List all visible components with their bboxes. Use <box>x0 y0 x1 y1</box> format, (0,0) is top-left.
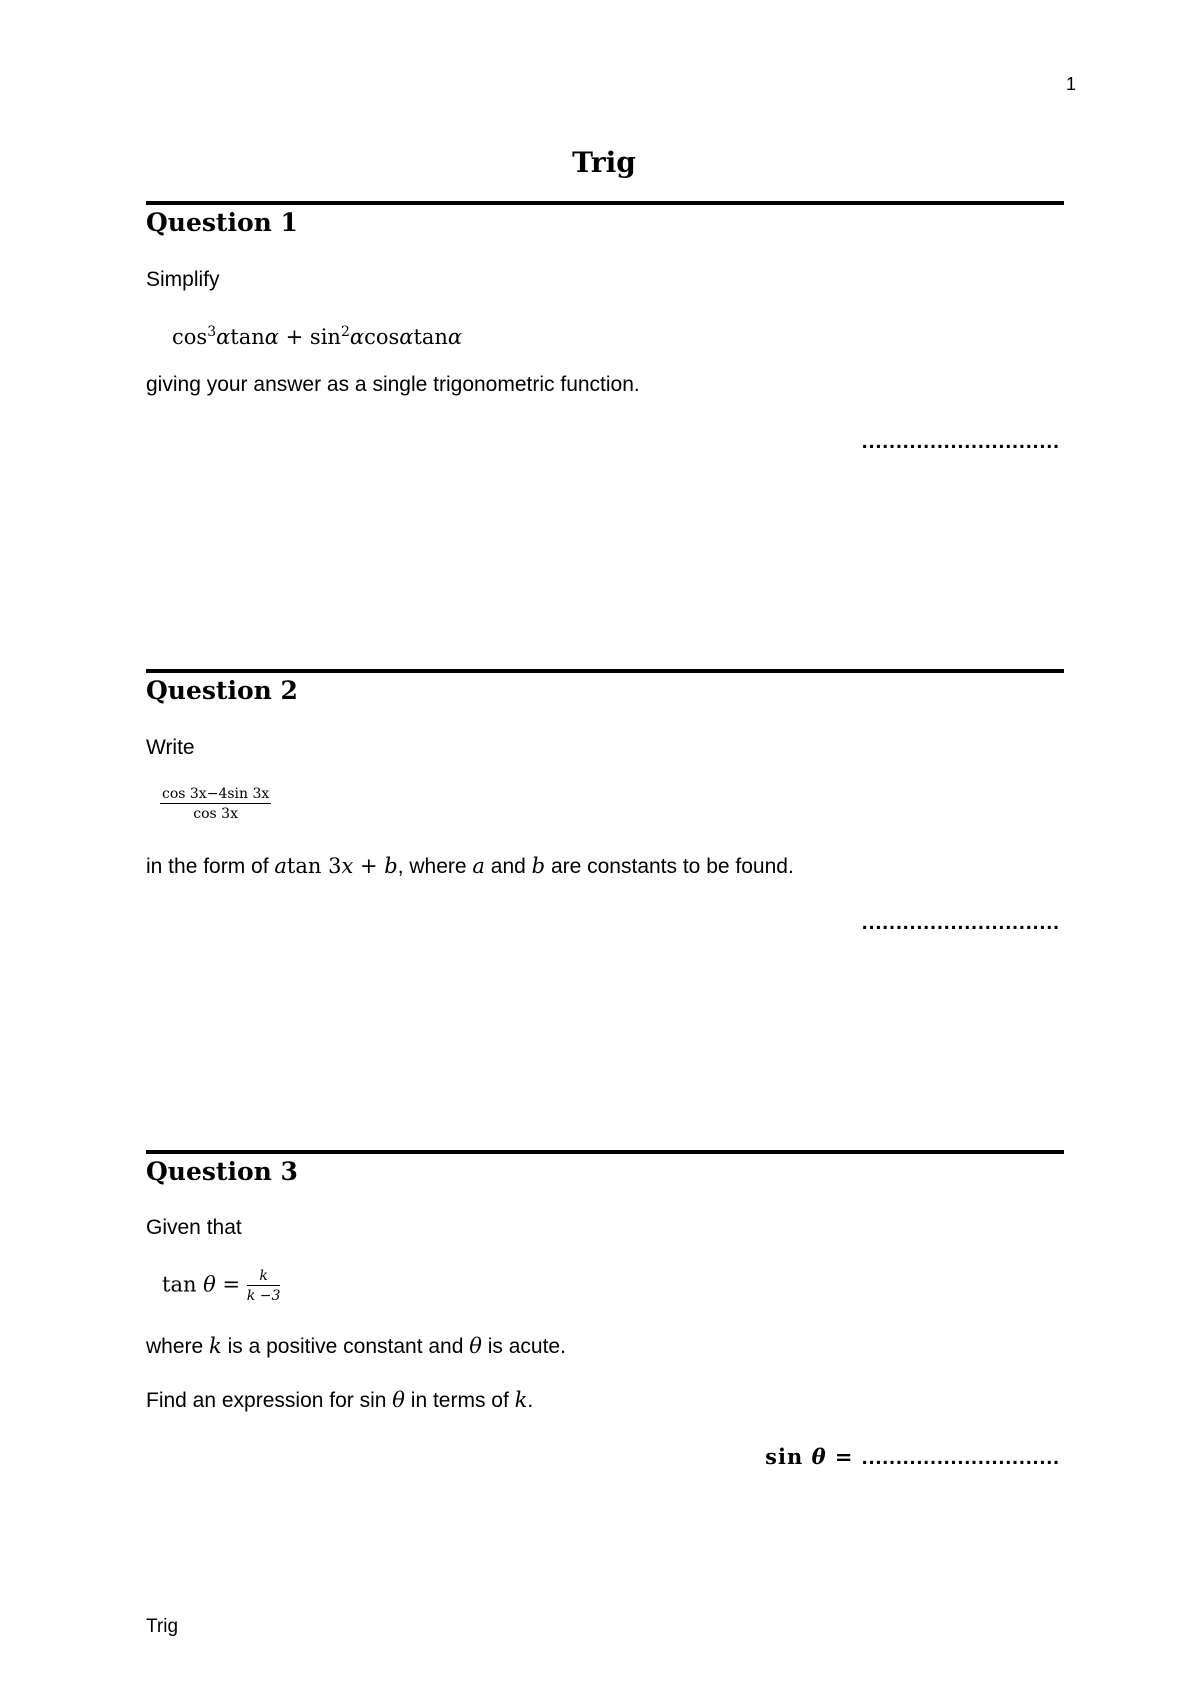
instruction-text: are constants to be found. <box>545 855 794 878</box>
math-var-theta: θ <box>469 1334 482 1358</box>
question-1-formula <box>172 324 462 349</box>
answer-prefix-equals: = <box>826 1444 862 1469</box>
question-2-answer-line[interactable]: ............................. <box>861 911 1060 934</box>
answer-prefix-sin: sin <box>765 1444 812 1469</box>
question-1-instruction: giving your answer as a single trigonometric function. <box>146 373 640 396</box>
equation-numerator: k <box>247 1268 281 1286</box>
math-var-theta: θ <box>392 1388 405 1412</box>
math-var-k: k <box>514 1388 528 1412</box>
section-divider <box>146 669 1064 673</box>
instruction-text: in the form of <box>146 855 275 878</box>
formula-var: α <box>399 325 414 349</box>
equation-theta: θ <box>203 1272 216 1297</box>
math-var-a: a <box>472 854 485 878</box>
question-3-answer-line[interactable] <box>765 1444 1060 1470</box>
task-text: in terms of <box>404 1389 515 1412</box>
math-var-b: b <box>384 854 398 878</box>
question-2-heading: Question 2 <box>146 676 298 705</box>
section-divider <box>146 1150 1064 1154</box>
condition-text: is acute. <box>481 1335 566 1358</box>
answer-prefix-theta: θ <box>811 1444 827 1469</box>
formula-var: α <box>349 325 365 349</box>
page-footer: Trig <box>146 1616 179 1637</box>
question-2-instruction <box>146 854 794 879</box>
instruction-text: and <box>484 855 532 878</box>
formula-cos: cos <box>172 325 208 349</box>
math-var-x: x <box>341 854 354 878</box>
formula-cos: cos <box>364 325 400 349</box>
math-var-b: b <box>531 854 546 878</box>
equation-equals: = <box>215 1272 247 1297</box>
question-2-intro: Write <box>146 736 195 759</box>
formula-sin: sin <box>309 325 341 349</box>
question-3-equation <box>162 1268 280 1304</box>
formula-var: α <box>447 325 463 349</box>
formula-tan: tan <box>413 325 448 349</box>
question-3-heading: Question 3 <box>146 1157 298 1186</box>
page-number: 1 <box>1066 74 1077 94</box>
math-plus: + <box>353 854 385 878</box>
question-1-heading: Question 1 <box>146 208 298 237</box>
condition-text: is a positive constant and <box>221 1335 470 1358</box>
formula-cos-exponent: 3 <box>207 324 217 340</box>
formula-plus: + <box>278 325 310 349</box>
question-3-condition <box>146 1334 566 1359</box>
fraction-numerator: cos 3x−4sin 3x <box>162 786 270 802</box>
question-1-intro: Simplify <box>146 268 220 291</box>
task-text: Find an expression for sin <box>146 1389 393 1412</box>
formula-var: α <box>216 325 231 349</box>
formula-tan: tan <box>230 325 265 349</box>
answer-dots[interactable]: ............................. <box>861 1446 1060 1469</box>
formula-sin-exponent: 2 <box>340 324 350 340</box>
question-1-answer-line[interactable]: ............................. <box>861 430 1060 453</box>
question-3-intro: Given that <box>146 1216 242 1239</box>
question-2-fraction <box>160 786 271 822</box>
math-var-a: a <box>274 854 287 878</box>
page-title: Trig <box>572 146 636 179</box>
question-3-task <box>146 1388 533 1413</box>
task-text: . <box>527 1389 534 1412</box>
formula-var: α <box>264 325 279 349</box>
math-var-k: k <box>209 1334 222 1358</box>
section-divider <box>146 201 1064 205</box>
fraction-denominator: cos 3x <box>193 806 238 822</box>
condition-text: where <box>146 1335 210 1358</box>
instruction-text: , where <box>397 855 473 878</box>
equation-tan: tan <box>162 1272 204 1297</box>
math-tan: tan 3 <box>286 854 342 878</box>
equation-denominator: k −3 <box>246 1288 281 1304</box>
